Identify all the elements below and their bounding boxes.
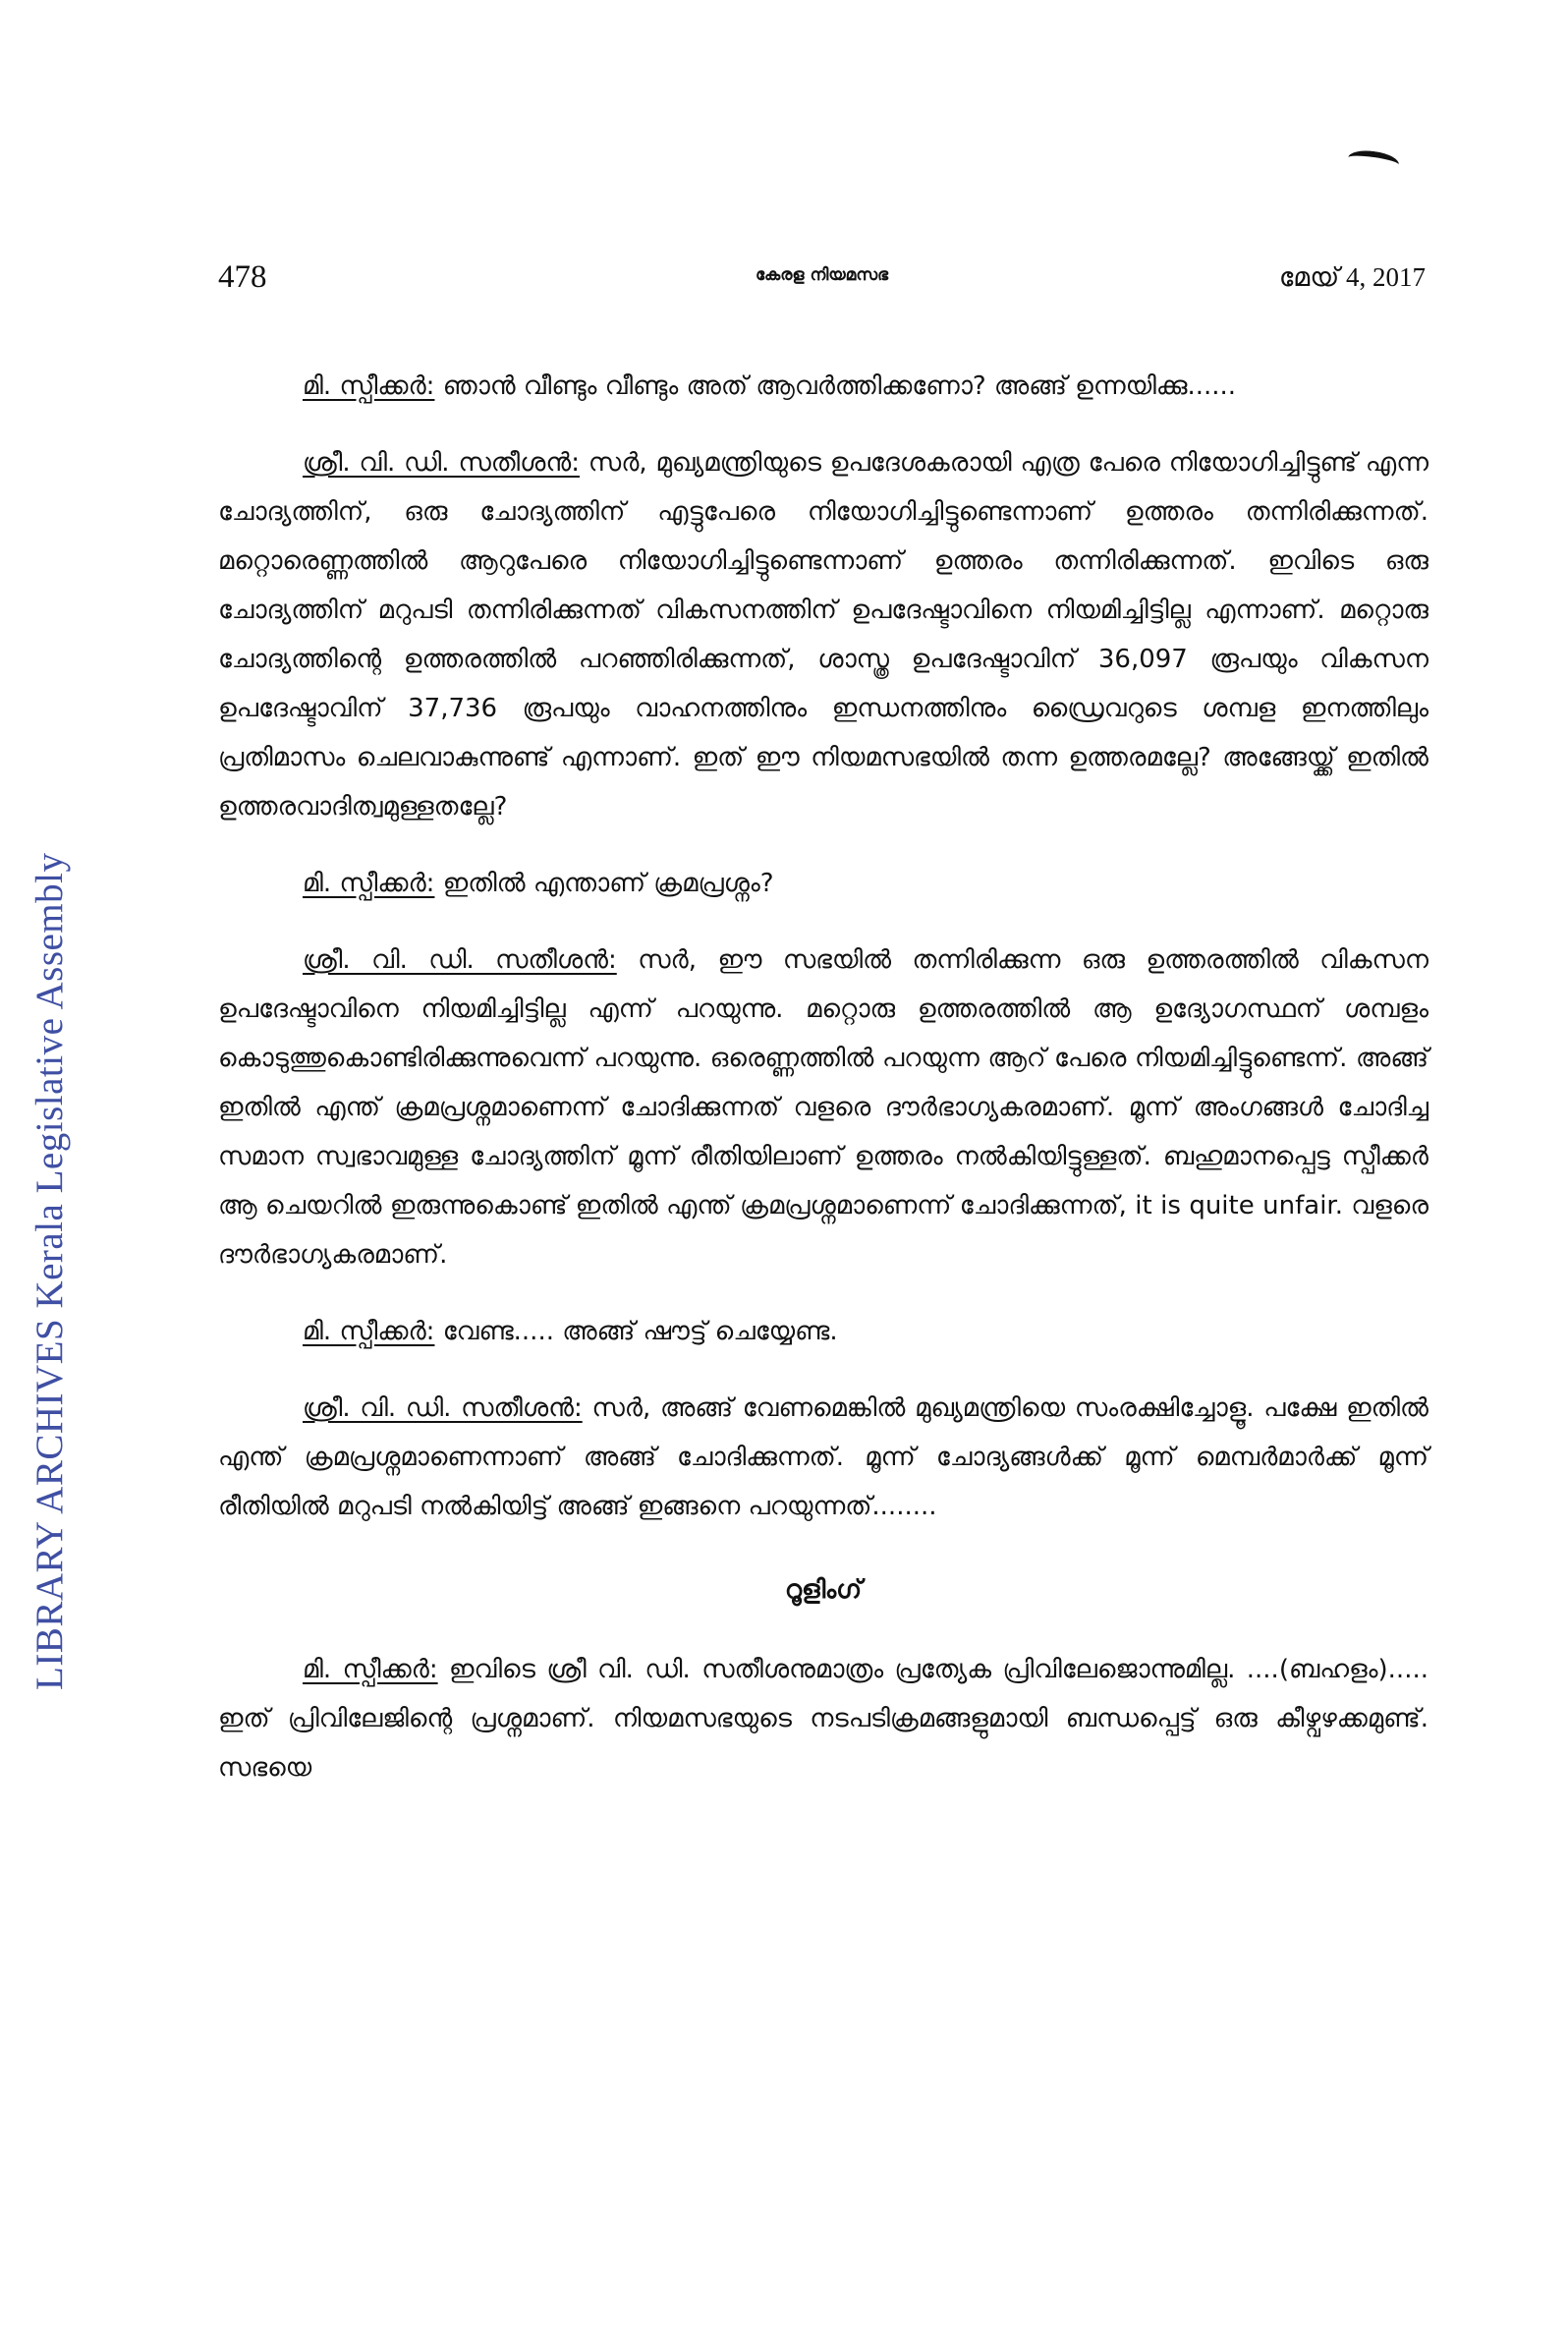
speech-text: വേണ്ട..... അങ്ങ് ഷൗട്ട് ചെയ്യേണ്ട. <box>434 1317 838 1346</box>
paragraph-1 <box>218 362 1428 411</box>
page-date: മേയ് 4, 2017 <box>1278 262 1426 292</box>
speech-text: സർ, മുഖ്യമന്ത്രിയുടെ ഉപദേശകരായി എത്ര പേരെ നിയോഗിച്ചിട്ടുണ്ട് എന്ന ചോദ്യത്തിന്, ഒരു ചോദ്യത്തിന് എട്ടുപേരെ നിയോഗിച്ചിട്ടുണ്ടെന്നാണ് ഉത്തരം തന്നിരിക്കുന്നത്. മറ്റൊരെണ്ണത്തിൽ ആറുപേരെ നിയോഗിച്ചിട്ടുണ്ടെന്നാണ് ഉത്തരം തന്നിരിക്കുന്നത്. ഇവിടെ ഒരു ചോദ്യത്തിന് മറുപടി തന്നിരിക്കുന്നത് വികസനത്തിന് ഉപദേഷ്ടാവിനെ നിയമിച്ചിട്ടില്ല എന്നാണ്. മറ്റൊരു ചോദ്യത്തിന്റെ ഉത്തരത്തിൽ പറഞ്ഞിരിക്കുന്നത്, ശാസ്ത്ര ഉപദേഷ്ടാവിന് 36,097 രൂപയും വികസന ഉപദേഷ്ടാവിന് 37,736 രൂപയും വാഹനത്തിനും ഇന്ധനത്തിനും ഡ്രൈവറുടെ ശമ്പള ഇനത്തിലും പ്രതിമാസം ചെലവാകുന്നുണ്ട് എന്നാണ്. ഇത് ഈ നിയമസഭയിൽ തന്ന ഉത്തരമല്ലേ? അങ്ങേയ്ക്ക് ഇതിൽ ഉത്തരവാദിത്വമുള്ളതല്ലേ? <box>218 448 1428 822</box>
paragraph-3 <box>218 859 1428 908</box>
speech-text: സർ, ഈ സഭയിൽ തന്നിരിക്കുന്ന ഒരു ഉത്തരത്തിൽ വികസന ഉപദേഷ്ടാവിനെ നിയമിച്ചിട്ടില്ല എന്ന് പറയുന്നു. മറ്റൊരു ഉത്തരത്തിൽ ആ ഉദ്യോഗസ്ഥന് ശമ്പളം കൊടുത്തുകൊണ്ടിരിക്കുന്നുവെന്ന് പറയുന്നു. ഒരെണ്ണത്തിൽ പറയുന്ന ആറ് പേരെ നിയമിച്ചിട്ടുണ്ടെന്ന്. അങ്ങ് ഇതിൽ എന്ത് ക്രമപ്രശ്നമാണെന്ന് ചോദിക്കുന്നത് വളരെ ദൗർഭാഗ്യകരമാണ്. മൂന്ന് അംഗങ്ങൾ ചോദിച്ച സമാന സ്വഭാവമുള്ള ചോദ്യത്തിന് മൂന്ന് രീതിയിലാണ് ഉത്തരം നൽകിയിട്ടുള്ളത്. ബഹുമാനപ്പെട്ട സ്പീക്കർ ആ ചെയറിൽ ഇരുന്നുകൊണ്ട് ഇതിൽ എന്ത് ക്രമപ്രശ്നമാണെന്ന് ചോദിക്കുന്നത്, it is quite unfair. വളരെ ദൗർഭാഗ്യകരമാണ്. <box>218 945 1428 1270</box>
speaker-name: ശ്രീ. വി. ഡി. സതീശൻ: <box>303 1393 583 1423</box>
speech-text: ഞാൻ വീണ്ടും വീണ്ടും അത് ആവർത്തിക്കണോ? അങ്ങ് ഉന്നയിക്കു...... <box>434 371 1237 401</box>
page-number: 478 <box>218 259 267 295</box>
section-heading-ruling: റൂളിംഗ് <box>784 1575 863 1605</box>
document-body <box>218 362 1428 1820</box>
speaker-name: മി. സ്പീക്കർ: <box>303 371 435 401</box>
paragraph-4 <box>218 936 1428 1279</box>
running-head: കേരള നിയമസഭ <box>755 265 889 285</box>
scan-mark <box>1347 147 1400 174</box>
speech-text: ഇതിൽ എന്താണ് ക്രമപ്രശ്നം? <box>434 869 774 898</box>
speaker-name: മി. സ്പീക്കർ: <box>303 869 435 898</box>
speech-text: സർ, അങ്ങ് വേണമെങ്കിൽ മുഖ്യമന്ത്രിയെ സംരക്ഷിച്ചോളൂ. പക്ഷേ ഇതിൽ എന്ത് ക്രമപ്രശ്നമാണെന്നാണ് അങ്ങ് ചോദിക്കുന്നത്. മൂന്ന് ചോദ്യങ്ങൾക്ക് മൂന്ന് മെമ്പർമാർക്ക് മൂന്ന് രീതിയിൽ മറുപടി നൽകിയിട്ട് അങ്ങ് ഇങ്ങനെ പറയുന്നത്........ <box>218 1393 1428 1521</box>
page-header <box>218 257 1426 307</box>
paragraph-6 <box>218 1384 1428 1531</box>
ruling-paragraph <box>218 1645 1428 1792</box>
paragraph-2 <box>218 438 1428 831</box>
library-archives-watermark: LIBRARY ARCHIVES Kerala Legislative Assembly <box>28 852 71 1690</box>
speaker-name: ശ്രീ. വി. ഡി. സതീശൻ: <box>303 945 617 975</box>
speaker-name: മി. സ്പീക്കർ: <box>303 1317 435 1346</box>
speech-text: ഇവിടെ ശ്രീ വി. ഡി. സതീശനുമാത്രം പ്രത്യേക പ്രിവിലേജൊന്നുമില്ല. ....(ബഹളം)..... ഇത് പ്രിവിലേജിന്റെ പ്രശ്നമാണ്. നിയമസഭയുടെ നടപടിക്രമങ്ങളുമായി ബന്ധപ്പെട്ട് ഒരു കീഴ്വഴക്കമുണ്ട്. സഭയെ <box>218 1655 1428 1783</box>
speaker-name: ശ്രീ. വി. ഡി. സതീശൻ: <box>303 448 581 478</box>
speaker-name: മി. സ്പീക്കർ: <box>303 1655 438 1684</box>
paragraph-5 <box>218 1307 1428 1356</box>
